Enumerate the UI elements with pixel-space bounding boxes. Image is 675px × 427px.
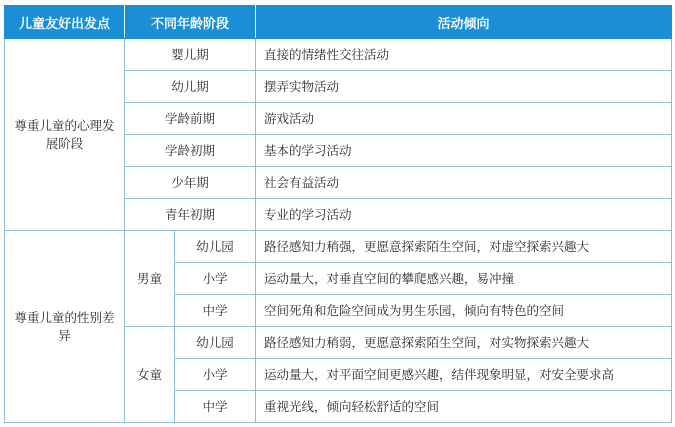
table-row [5, 39, 672, 71]
activity-cell: 运动量大，对垂直空间的攀爬感兴趣，易冲撞 [256, 263, 672, 295]
stage-cell: 幼儿期 [125, 71, 256, 103]
stage-cell: 中学 [175, 295, 256, 327]
stage-cell: 少年期 [125, 167, 256, 199]
activity-cell: 路径感知力稍强，更愿意探索陌生空间，对虚空探索兴趣大 [256, 231, 672, 263]
activity-cell: 路径感知力稍弱，更愿意探索陌生空间，对实物探索兴趣大 [256, 327, 672, 359]
header-starting-point: 儿童友好出发点 [5, 6, 125, 39]
activity-cell: 摆弄实物活动 [256, 71, 672, 103]
stage-cell: 学龄初期 [125, 135, 256, 167]
activity-cell: 运动量大，对平面空间更感兴趣，结伴现象明显，对安全要求高 [256, 359, 672, 391]
stage-cell: 中学 [175, 391, 256, 423]
stage-cell: 婴儿期 [125, 39, 256, 71]
stage-cell: 小学 [175, 263, 256, 295]
activity-cell: 游戏活动 [256, 103, 672, 135]
activity-cell: 基本的学习活动 [256, 135, 672, 167]
activity-cell: 社会有益活动 [256, 167, 672, 199]
section-psych-title: 尊重儿童的心理发展阶段 [5, 39, 125, 231]
stage-cell: 幼儿园 [175, 231, 256, 263]
stage-cell: 小学 [175, 359, 256, 391]
header-age-stage: 不同年龄阶段 [125, 6, 256, 39]
gender-label-boys: 男童 [125, 231, 175, 327]
stage-cell: 青年初期 [125, 199, 256, 231]
activity-cell: 专业的学习活动 [256, 199, 672, 231]
table-header-row [5, 6, 672, 39]
section-gender-title: 尊重儿童的性别差异 [5, 231, 125, 423]
activity-cell: 重视光线，倾向轻松舒适的空间 [256, 391, 672, 423]
gender-label-girls: 女童 [125, 327, 175, 423]
activity-cell: 空间死角和危险空间成为男生乐园，倾向有特色的空间 [256, 295, 672, 327]
stage-cell: 幼儿园 [175, 327, 256, 359]
table-row [5, 231, 672, 263]
stage-cell: 学龄前期 [125, 103, 256, 135]
child-friendly-table [4, 5, 672, 423]
header-activity-tendency: 活动倾向 [256, 6, 672, 39]
activity-cell: 直接的情绪性交往活动 [256, 39, 672, 71]
